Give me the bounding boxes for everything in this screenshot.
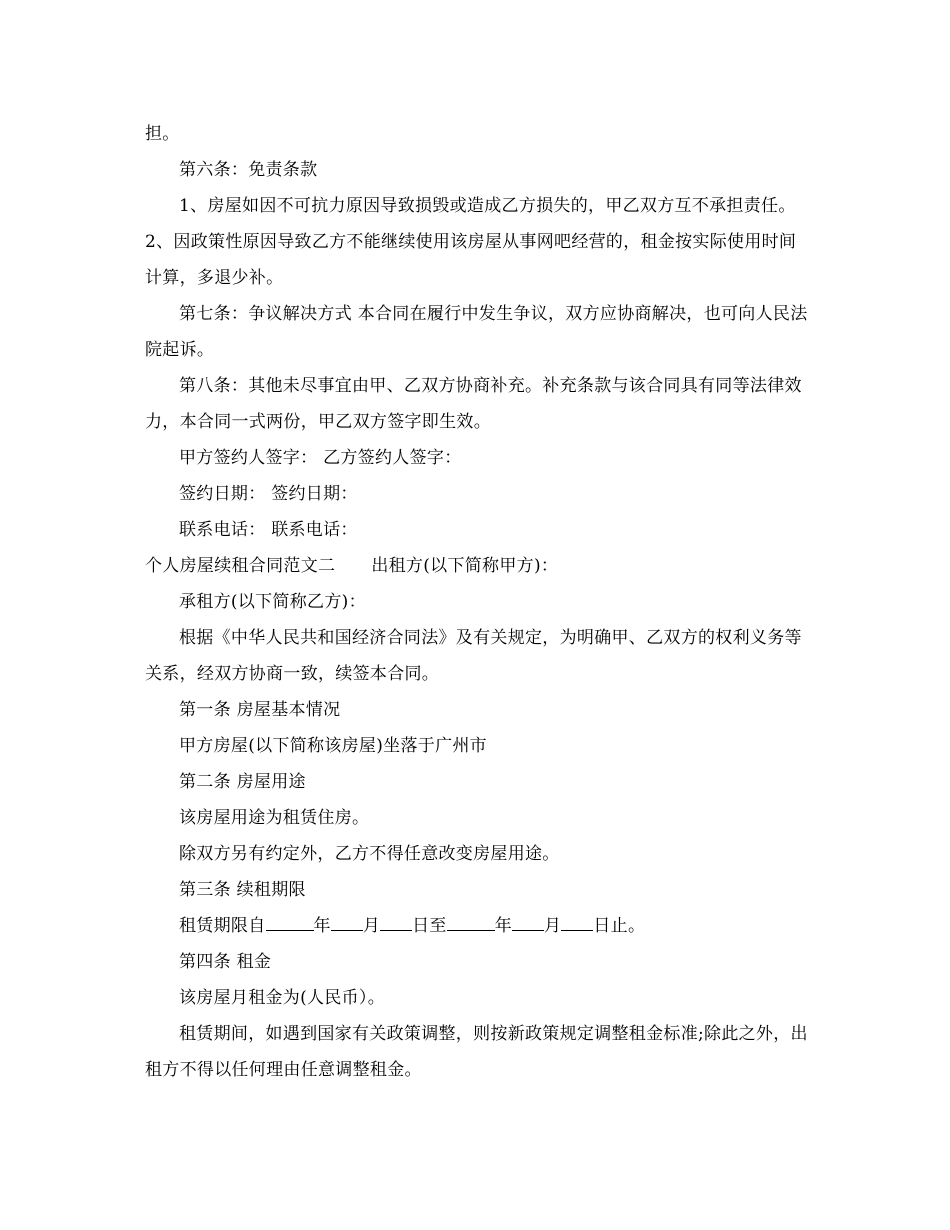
second-contract-title: 个人房屋续租合同范文二 [145,556,336,576]
sign-date-line: 签约日期： 签约日期： [179,484,358,504]
article-four-heading: 第四条 租金 [179,952,272,972]
property-location: 甲方房屋(以下简称该房屋)坐落于广州市 [179,736,487,756]
document-body [145,116,810,1088]
article-six-clauses: 1、房屋如因不可抗力原因导致损毁或造成乙方损失的，甲乙双方互不承担责任。 2、因政策性原因导致乙方不能继续使用该房屋从事网吧经营的，租金按实际使用时间计算，多退少补。 [145,196,797,288]
lessee-label: 承租方(以下简称乙方)： [179,592,366,612]
month-label-1: 月 [362,916,381,936]
year-label-1: 年 [313,916,331,936]
month-label-2: 月 [544,916,562,936]
contact-phone-line: 联系电话： 联系电话： [179,520,358,540]
start-day-blank [380,912,412,931]
year-label-2: 年 [494,916,513,936]
property-use: 该房屋用途为租赁住房。 [179,808,370,828]
rent-adjustment: 租赁期间，如遇到国家有关政策调整，则按新政策规定调整租金标准;除此之外，出租方不得以任何理由任意调整租金。 [145,1024,808,1080]
start-month-blank [331,912,363,931]
article-two-heading: 第二条 房屋用途 [179,772,306,792]
signatures-line: 甲方签约人签字： 乙方签约人签字： [179,448,462,468]
second-contract-title-line [145,548,810,584]
lease-term-prefix: 租赁期限自 [179,916,266,936]
end-month-blank [512,912,544,931]
preamble: 根据《中华人民共和国经济合同法》及有关规定，为明确甲、乙双方的权利义务等关系，经双方协商一致，续签本合同。 [145,628,802,684]
lease-term-line [145,908,810,944]
article-eight: 第八条：其他未尽事宜由甲、乙双方协商补充。补充条款与该合同具有同等法律效力，本合同一式两份，甲乙双方签字即生效。 [145,376,802,432]
use-restriction: 除双方另有约定外，乙方不得任意改变房屋用途。 [179,844,560,864]
day-label-1: 日至 [412,916,447,936]
paragraph-continuation: 担。 [145,124,180,144]
article-three-heading: 第三条 续租期限 [179,880,306,900]
end-day-blank [561,912,593,931]
article-one-heading: 第一条 房屋基本情况 [179,700,341,720]
start-year-blank [266,912,314,931]
end-year-blank [447,912,495,931]
article-six-heading: 第六条：免责条款 [179,160,318,180]
monthly-rent: 该房屋月租金为(人民币）。 [179,988,386,1008]
lease-term-end: 日止。 [593,916,646,936]
article-seven: 第七条：争议解决方式 本合同在履行中发生争议，双方应协商解决，也可向人民法院起诉。 [145,304,808,360]
lessor-label: 出租方(以下简称甲方)： [371,556,559,576]
